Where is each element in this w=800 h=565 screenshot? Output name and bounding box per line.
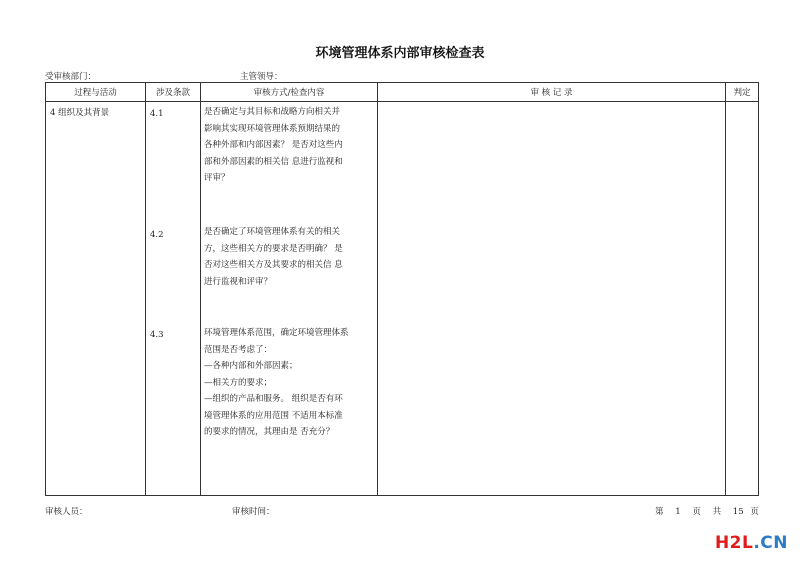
audited-dept-label: 受审核部门： xyxy=(45,72,97,82)
page-total-unit: 页 xyxy=(750,507,759,517)
clause-cell xyxy=(146,102,201,496)
question-4-1 xyxy=(204,104,380,187)
record-cell xyxy=(378,102,726,496)
question-line: 方，这些相关方的要求是否明确？ 是 xyxy=(204,243,343,254)
question-line: 否对这些相关方及其要求的相关信 息 xyxy=(204,260,343,270)
question-line: 影响其实现环境管理体系预期结果的 xyxy=(204,123,341,134)
h2l-logo xyxy=(715,533,788,553)
logo-h2l: H2L xyxy=(714,533,754,553)
question-line: 部和外部因素的相关信 息进行监视和 xyxy=(204,156,343,167)
header-method: 审核方式/检查内容 xyxy=(201,83,378,102)
method-cell xyxy=(201,102,378,496)
header-clause: 涉及条款 xyxy=(146,83,201,102)
page-number xyxy=(655,505,759,517)
question-line: 的要求的情况，其理由是 否充分？ xyxy=(204,427,335,437)
process-text: 4 组织及其背景 xyxy=(50,108,110,118)
question-4-3 xyxy=(204,325,380,441)
page-total: 15 xyxy=(732,507,744,517)
question-line: —组织的产品和服务。 组织是否有环 xyxy=(204,394,343,404)
process-cell xyxy=(46,102,146,496)
page-total-prefix: 共 xyxy=(712,507,722,517)
clause-4-3: 4.3 xyxy=(150,330,164,340)
verdict-cell xyxy=(726,102,759,496)
question-line: 环境管理体系范围，确定环境管理体系 xyxy=(204,328,349,338)
question-line: —相关方的要求； xyxy=(204,377,273,388)
audit-time-label: 审核时间： xyxy=(232,507,275,517)
page-current: 1 xyxy=(675,507,681,517)
audit-checklist-table xyxy=(45,82,759,496)
table-header-row xyxy=(46,83,759,102)
document-title: 环境管理体系内部审核检查表 xyxy=(315,46,485,61)
auditor-label: 审核人员： xyxy=(45,507,88,517)
clause-4-2: 4.2 xyxy=(150,230,164,240)
question-line: 境管理体系的应用范围 不适用本标准 xyxy=(204,410,343,421)
table-row xyxy=(46,102,759,496)
logo-cn: .CN xyxy=(753,533,788,553)
question-line: 进行监视和评审？ xyxy=(204,276,273,287)
page-prefix: 第 xyxy=(655,507,664,517)
question-line: 是否确定了环境管理体系有关的相关 xyxy=(204,227,341,237)
header-process: 过程与活动 xyxy=(46,83,146,102)
header-record: 审 核 记 录 xyxy=(378,83,726,102)
header-verdict: 判定 xyxy=(726,83,759,102)
question-line: 范围是否考虑了： xyxy=(204,344,273,355)
question-line: —各种内部和外部因素； xyxy=(204,361,298,371)
clause-4-1: 4.1 xyxy=(150,109,164,119)
question-line: 各种外部和内部因素？ 是否对这些内 xyxy=(204,140,343,150)
question-line: 评审？ xyxy=(204,173,230,183)
question-4-2 xyxy=(204,224,380,290)
leader-label: 主管领导： xyxy=(240,72,283,82)
page-unit: 页 xyxy=(692,507,701,517)
question-line: 是否确定与其目标和战略方向相关并 xyxy=(204,107,341,117)
